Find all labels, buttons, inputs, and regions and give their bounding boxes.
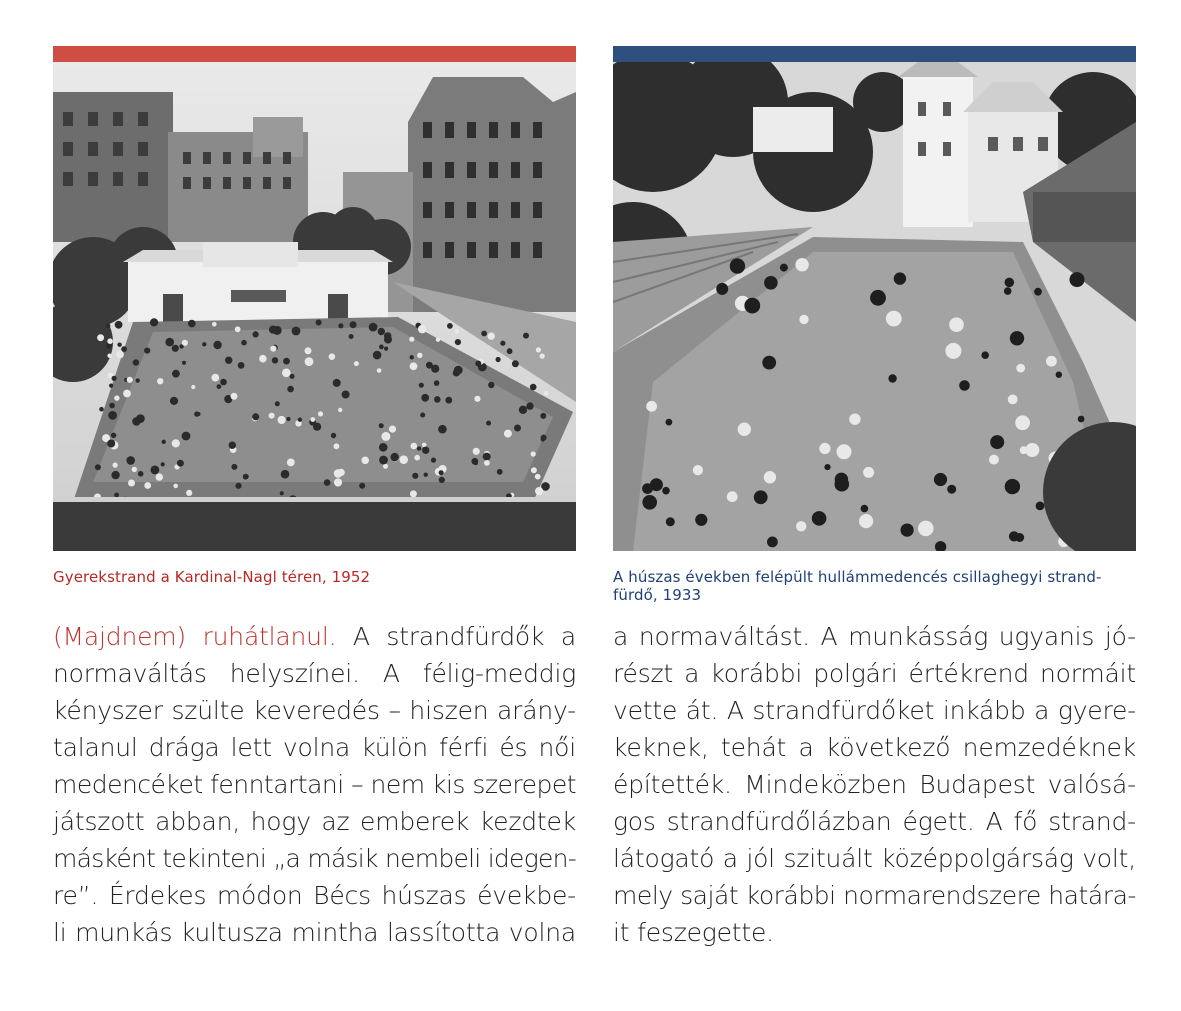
swimmer-figure	[281, 470, 290, 479]
swimmer-figure	[535, 487, 543, 495]
swimmer-figure	[886, 311, 902, 327]
swimmer-figure	[95, 464, 101, 470]
swimmer-figure	[217, 384, 222, 389]
swimmer-figure	[161, 462, 165, 466]
text-line: vette át. A strandfürdőket inkább a gyere-	[613, 696, 1136, 725]
swimmer-figure	[981, 351, 989, 359]
swimmer-figure	[488, 332, 495, 339]
text-line: látogató a jól szituált középpolgárság volt,	[613, 844, 1136, 873]
swimmer-figure	[541, 437, 545, 441]
swimmer-figure	[286, 417, 290, 421]
swimmer-figure	[114, 493, 119, 498]
swimmer-figure	[109, 403, 115, 409]
caption-right-line-1: A húszas években felépült hullámmedencés csillaghegyi strand-	[613, 568, 1102, 586]
text-line: talanul drága lett volna külön férfi és női	[53, 733, 576, 762]
swimmer-figure	[108, 411, 117, 420]
swimmer-figure	[305, 357, 314, 366]
swimmer-figure	[378, 328, 385, 335]
swimmer-figure	[693, 465, 703, 475]
swimmer-figure	[381, 432, 390, 441]
swimmer-figure	[316, 320, 322, 326]
swimmer-figure	[1034, 288, 1042, 296]
text-line: játszott abban, hogy az emberek kezdtek	[53, 807, 576, 836]
swimmer-figure	[117, 343, 121, 347]
swimmer-figure	[535, 474, 541, 480]
swimmer-figure	[422, 447, 429, 454]
swimmer-figure	[901, 524, 914, 537]
swimmer-figure	[115, 321, 123, 329]
swimmer-figure	[269, 413, 275, 419]
swimmer-figure	[213, 341, 221, 349]
swimmer-figure	[109, 384, 113, 388]
swimmer-figure	[113, 463, 118, 468]
swimmer-figure	[290, 374, 295, 379]
swimmer-figure	[177, 460, 184, 467]
swimmer-figure	[272, 357, 278, 363]
swimmer-figure	[133, 359, 139, 365]
swimmer-figure	[269, 326, 277, 334]
swimmer-figure	[934, 473, 947, 486]
swimmer-figure	[361, 457, 369, 465]
swimmer-figure	[1005, 479, 1020, 494]
swimmer-figure	[412, 473, 418, 479]
swimmer-figure	[156, 473, 163, 480]
swimmer-figure	[949, 317, 964, 332]
swimmer-figure	[383, 464, 388, 469]
swimmer-figure	[172, 345, 179, 352]
swimmer-figure	[861, 505, 869, 513]
swimmer-figure	[259, 355, 267, 363]
swimmer-figure	[414, 455, 420, 461]
swimmer-figure	[334, 478, 342, 486]
swimmer-figure	[434, 396, 441, 403]
swimmer-figure	[324, 479, 331, 486]
swimmer-figure	[497, 469, 503, 475]
swimmer-figure	[514, 425, 521, 432]
swimmer-figure	[112, 376, 117, 381]
swimmer-figure	[824, 464, 830, 470]
swimmer-figure	[455, 339, 461, 345]
swimmer-figure	[107, 354, 111, 358]
swimmer-figure	[229, 442, 236, 449]
swimmer-figure	[727, 491, 738, 502]
swimmer-figure	[455, 329, 459, 333]
swimmer-figure	[350, 321, 357, 328]
swimmer-figure	[253, 331, 259, 337]
swimmer-figure	[439, 477, 445, 483]
swimmer-figure	[313, 423, 321, 431]
swimmer-figure	[379, 423, 384, 428]
swimmer-figure	[1078, 416, 1085, 423]
swimmer-figure	[116, 351, 124, 359]
swimmer-figure	[270, 346, 276, 352]
swimmer-figure	[447, 323, 453, 329]
swimmer-figure	[762, 356, 776, 370]
text-line: építették. Mindeközben Budapest valósá-	[613, 770, 1136, 799]
swimmer-figure	[111, 433, 116, 438]
swimmer-figure	[646, 401, 657, 412]
swimmer-figure	[496, 357, 501, 362]
swimmer-figure	[220, 379, 227, 386]
swimmer-figure	[399, 455, 408, 464]
swimmer-figure	[287, 386, 294, 393]
swimmer-figure	[170, 397, 178, 405]
swimmer-figure	[136, 378, 140, 382]
swimmer-figure	[837, 444, 852, 459]
swimmer-figure	[391, 453, 399, 461]
swimmer-figure	[716, 283, 728, 295]
swimmer-figure	[486, 421, 491, 426]
swimmer-figure	[754, 490, 768, 504]
swimmer-figure	[730, 258, 745, 273]
text-line: re”. Érdekes módon Bécs húszas évekbe-	[53, 881, 576, 910]
swimmer-figure	[305, 347, 312, 354]
swimmer-figure	[812, 511, 827, 526]
swimmer-figure	[150, 318, 158, 326]
swimmer-figure	[863, 467, 874, 478]
swimmer-figure	[650, 478, 663, 491]
swimmer-figure	[338, 469, 345, 476]
swimmer-figure	[1005, 278, 1015, 288]
swimmer-figure	[424, 473, 428, 477]
swimmer-figure	[500, 341, 505, 346]
swimmer-figure	[252, 413, 259, 420]
swimmer-figure	[280, 491, 284, 495]
swimmer-figure	[211, 374, 219, 382]
text-line: a normaváltást. A munkásság ugyanis jó-	[613, 622, 1136, 651]
swimmer-figure	[157, 378, 163, 384]
swimmer-figure	[540, 413, 546, 419]
swimmer-figure	[1008, 395, 1018, 405]
swimmer-figure	[287, 459, 295, 467]
swimmer-figure	[990, 435, 1004, 449]
swimmer-figure	[417, 446, 421, 450]
swimmer-figure	[318, 411, 323, 416]
swimmer-figure	[439, 470, 444, 475]
swimmer-figure	[744, 298, 760, 314]
swimmer-figure	[132, 467, 137, 472]
swimmer-figure	[1004, 287, 1012, 295]
swimmer-figure	[431, 365, 439, 373]
swimmer-figure	[225, 357, 232, 364]
swimmer-figure	[512, 360, 519, 367]
swimmer-figure	[359, 483, 365, 489]
swimmer-figure	[182, 361, 186, 365]
swimmer-figure	[662, 487, 670, 495]
swimmer-figure	[666, 419, 673, 426]
swimmer-figure	[138, 471, 144, 477]
swimmer-figure	[1016, 364, 1025, 373]
caption-left	[53, 568, 576, 586]
swimmer-figure	[989, 455, 999, 465]
swimmer-figure	[835, 473, 848, 486]
swimmer-figure	[202, 342, 206, 346]
swimmer-figure	[379, 345, 384, 350]
swimmer-figure	[114, 395, 119, 400]
swimmer-figure	[298, 418, 302, 422]
swimmer-figure	[144, 482, 151, 489]
swimmer-figure	[111, 471, 119, 479]
swimmer-figure	[764, 471, 776, 483]
swimmer-figure	[474, 396, 480, 402]
swimmer-figure	[888, 374, 896, 382]
lead-in: (Majdnem) ruhátlanul.	[53, 622, 337, 651]
swimmer-figure	[97, 334, 104, 341]
swimmer-figure	[334, 443, 340, 449]
swimmer-figure	[504, 430, 512, 438]
swimmer-figure	[410, 490, 417, 497]
swimmer-figure	[329, 353, 336, 360]
swimmer-figure	[473, 448, 480, 455]
text-line: mely saját korábbi normarendszere határa-	[613, 881, 1136, 910]
text-line	[53, 618, 576, 655]
swimmer-figure	[870, 290, 886, 306]
swimmer-figure	[191, 385, 195, 389]
text-line: kényszer szülte keveredés – hiszen arány-	[53, 696, 576, 725]
swimmer-figure	[127, 377, 133, 383]
accent-bar-blue	[613, 46, 1136, 62]
text-line: másként tekinteni „a másik nembeli idegen-	[53, 844, 576, 873]
swimmer-figure	[1070, 272, 1085, 287]
swimmer-figure	[438, 425, 447, 434]
swimmer-figure	[519, 406, 527, 414]
swimmer-figure	[1056, 372, 1062, 378]
swimmer-figure	[764, 276, 778, 290]
swimmer-figure	[107, 440, 115, 448]
swimmer-figure	[99, 407, 104, 412]
swimmer-figure	[162, 440, 166, 444]
text-line-part: A strandfürdők a	[336, 622, 576, 651]
swimmer-figure	[188, 320, 196, 328]
swimmer-figure	[128, 480, 135, 487]
swimmer-figure	[767, 537, 778, 548]
swimmer-figure	[342, 391, 350, 399]
swimmer-figure	[738, 423, 751, 436]
swimmer-figure	[238, 362, 245, 369]
swimmer-figure	[173, 484, 178, 489]
text-line: gos strandfürdőlázban égett. A fő strand-	[613, 807, 1136, 836]
swimmer-figure	[918, 521, 934, 537]
swimmer-figure	[536, 347, 541, 352]
swimmer-figure	[310, 417, 315, 422]
swimmer-figure	[796, 521, 806, 531]
swimmer-figure	[780, 264, 788, 272]
swimmer-figure	[384, 332, 391, 339]
swimmer-figure	[959, 380, 970, 391]
swimmer-figure	[531, 467, 537, 473]
swimmer-figure	[379, 456, 388, 465]
swimmer-figure	[377, 368, 382, 373]
swimmer-figure	[420, 413, 425, 418]
swimmer-figure	[531, 451, 536, 456]
article-column-right	[613, 618, 1136, 951]
swimmer-figure	[475, 361, 481, 367]
swimmer-figure	[194, 411, 199, 416]
text-line: keknek, tehát a következő nemzedéknek	[613, 733, 1136, 762]
accent-bar-red	[53, 46, 576, 62]
swimmer-figure	[338, 323, 343, 328]
swimmer-figure	[389, 426, 396, 433]
swimmer-figure	[349, 334, 354, 339]
swimmer-figure	[241, 340, 247, 346]
swimmer-figure	[540, 354, 545, 359]
swimmer-figure	[526, 402, 533, 409]
swimmer-figure	[333, 379, 341, 387]
swimmer-figure	[243, 474, 249, 480]
swimmer-figure	[431, 458, 436, 463]
swimmer-figure	[182, 432, 191, 441]
swimmer-figure	[695, 514, 707, 526]
photo-gyerekstrand	[53, 62, 576, 551]
swimmer-figure	[123, 390, 131, 398]
swimmer-figure	[434, 380, 440, 386]
swimmer-figure	[544, 391, 549, 396]
swimmer-figure	[1020, 446, 1028, 454]
swimmer-figure	[182, 340, 188, 346]
swimmer-figure	[422, 443, 427, 448]
text-line: részt a korábbi polgári értékrend normáit	[613, 659, 1136, 688]
text-line: li munkás kultusza mintha lassította volna	[53, 918, 576, 947]
swimmer-figure	[523, 333, 529, 339]
swimmer-figure	[410, 355, 414, 359]
swimmer-figure	[278, 416, 286, 424]
swimmer-figure	[212, 322, 217, 327]
swimmer-figure	[418, 325, 427, 334]
swimmer-figure	[126, 456, 135, 465]
swimmer-figure	[436, 338, 440, 342]
swimmer-figure	[417, 353, 422, 358]
swimmer-figure	[275, 401, 280, 406]
swimmer-figure	[483, 453, 491, 461]
swimmer-figure	[819, 443, 830, 454]
swimmer-figure	[419, 383, 424, 388]
swimmer-figure	[421, 394, 429, 402]
swimmer-figure	[471, 458, 478, 465]
swimmer-figure	[231, 393, 238, 400]
swimmer-figure	[106, 324, 111, 329]
text-line: medencéket fenntartani – nem kis szerepet	[53, 770, 576, 799]
swimmer-figure	[530, 384, 537, 391]
photo-csillaghegyi-strand	[613, 62, 1136, 551]
swimmer-figure	[894, 272, 906, 284]
swimmer-figure	[186, 490, 192, 496]
swimmer-figure	[1046, 356, 1057, 367]
swimmer-figure	[379, 443, 388, 452]
swimmer-figure	[373, 351, 382, 360]
swimmer-figure	[454, 366, 463, 375]
swimmer-figure	[354, 361, 359, 366]
swimmer-figure	[799, 315, 808, 324]
swimmer-figure	[410, 362, 418, 370]
swimmer-figure	[849, 414, 860, 425]
swimmer-figure	[121, 346, 127, 352]
caption-right-line-2: fürdő, 1933	[613, 586, 702, 604]
swimmer-figure	[488, 382, 494, 388]
swimmer-figure	[151, 466, 160, 475]
swimmer-figure	[859, 514, 873, 528]
swimmer-figure	[1010, 331, 1024, 345]
text-line: normaváltás helyszínei. A félig-meddig	[53, 659, 576, 688]
swimmer-figure	[292, 327, 301, 336]
swimmer-figure	[144, 348, 150, 354]
swimmer-figure	[1009, 531, 1019, 541]
swimmer-figure	[795, 258, 808, 271]
swimmer-figure	[235, 483, 241, 489]
swimmer-figure	[947, 485, 956, 494]
swimmer-figure	[338, 408, 342, 412]
swimmer-figure	[107, 338, 113, 344]
swimmer-figure	[411, 443, 418, 450]
swimmer-figure	[1036, 502, 1045, 511]
swimmer-figure	[507, 348, 513, 354]
swimmer-figure	[481, 331, 487, 337]
swimmer-figure	[231, 464, 237, 470]
swimmer-figure	[172, 370, 180, 378]
swimmer-figure	[132, 417, 141, 426]
swimmer-figure	[409, 337, 414, 342]
swimmer-figure	[945, 343, 961, 359]
article-column-left	[53, 618, 576, 951]
swimmer-figure	[165, 338, 174, 347]
swimmer-figure	[283, 358, 290, 365]
swimmer-figure	[369, 323, 378, 332]
swimmer-figure	[331, 433, 336, 438]
swimmer-figure	[282, 369, 291, 378]
swimmer-figure	[445, 397, 452, 404]
swimmer-figure	[1015, 415, 1030, 430]
swimmer-figure	[666, 517, 675, 526]
text-line-last: it feszegette.	[613, 918, 774, 947]
swimmer-figure	[484, 460, 490, 466]
swimmer-figure	[235, 326, 241, 332]
swimmer-figure	[642, 495, 657, 510]
caption-right	[613, 568, 1136, 604]
caption-left-text: Gyerekstrand a Kardinal-Nagl téren, 1952	[53, 568, 371, 586]
swimmer-figure	[172, 439, 180, 447]
swimmer-figure	[384, 347, 388, 351]
